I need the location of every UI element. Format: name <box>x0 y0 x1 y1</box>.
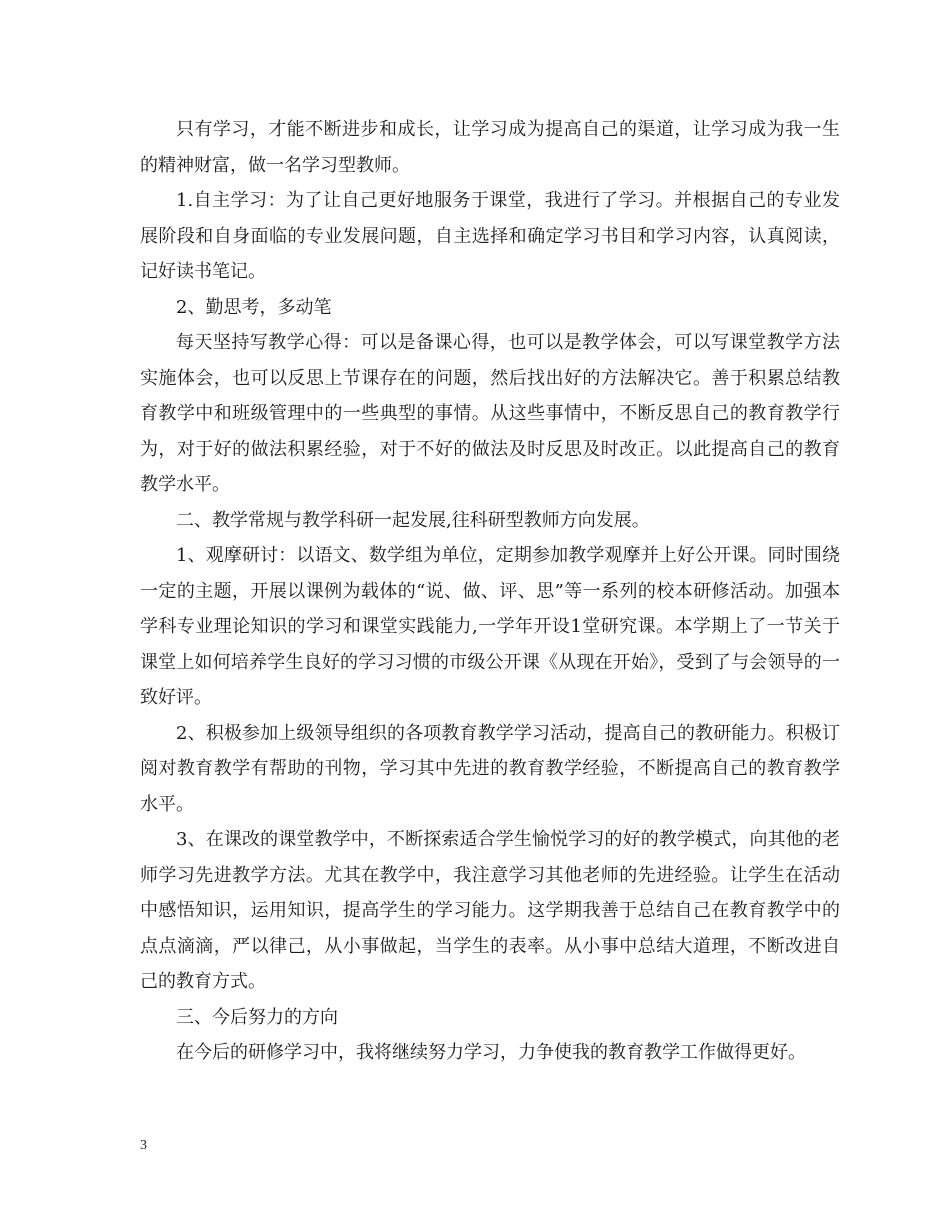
section-heading-two: 二、教学常规与教学科研一起发展,往科研型教师方向发展。 <box>176 509 650 531</box>
paragraph-observation-study: 1、观摩研讨：以语文、数学组为单位，定期参加教学观摩并上好公开课。同时围绕一定的主题，开展以课例为载体的“说、做、评、思”等一系列的校本研修活动。加强本学科专业理论知识的学习和课堂实践能力,一学年开设1堂研究课。本学期上了一节关于课堂上如何培养学生良好的学习习惯的市级公开课《从现在开始》，受到了与会领导的一致好评。 <box>140 545 840 708</box>
section-heading-three: 三、今后努力的方向 <box>176 1006 338 1028</box>
paragraph-think-write-heading: 2、勤思考，多动笔 <box>176 296 332 318</box>
paragraph-self-study: 1.自主学习：为了让自己更好地服务于课堂，我进行了学习。并根据自己的专业发展阶段和自身面临的专业发展问题，自主选择和确定学习书目和学习内容，认真阅读，记好读书笔记。 <box>140 190 840 282</box>
paragraph-intro: 只有学习，才能不断进步和成长，让学习成为提高自己的渠道，让学习成为我一生的精神财富，做一名学习型教师。 <box>140 119 840 176</box>
paragraph-daily-reflection: 每天坚持写教学心得：可以是备课心得，也可以是教学体会，可以写课堂教学方法实施体会，也可以反思上节课存在的问题，然后找出好的方法解决它。善于积累总结教育教学中和班级管理中的一些典型的事情。从这些事情中，不断反思自己的教育教学行为，对于好的做法积累经验，对于不好的做法及时反思及时改正。以此提高自己的教育教学水平。 <box>140 332 840 495</box>
page-number: 3 <box>140 1138 147 1153</box>
paragraph-curriculum-reform: 3、在课改的课堂教学中，不断探索适合学生愉悦学习的好的教学模式，向其他的老师学习先进教学方法。尤其在教学中，我注意学习其他老师的先进经验。让学生在活动中感悟知识，运用知识，提高学生的学习能力。这学期我善于总结自己在教育教学中的点点滴滴，严以律己，从小事做起，当学生的表率。从小事中总结大道理，不断改进自己的教育方式。 <box>140 829 840 992</box>
paragraph-future-direction: 在今后的研修学习中，我将继续努力学习，力争使我的教育教学工作做得更好。 <box>176 1042 806 1063</box>
paragraph-training-activities: 2、积极参加上级领导组织的各项教育教学学习活动，提高自己的教研能力。积极订阅对教育教学有帮助的刊物，学习其中先进的教育教学经验，不断提高自己的教育教学水平。 <box>140 722 840 815</box>
document-body <box>140 112 840 1071</box>
